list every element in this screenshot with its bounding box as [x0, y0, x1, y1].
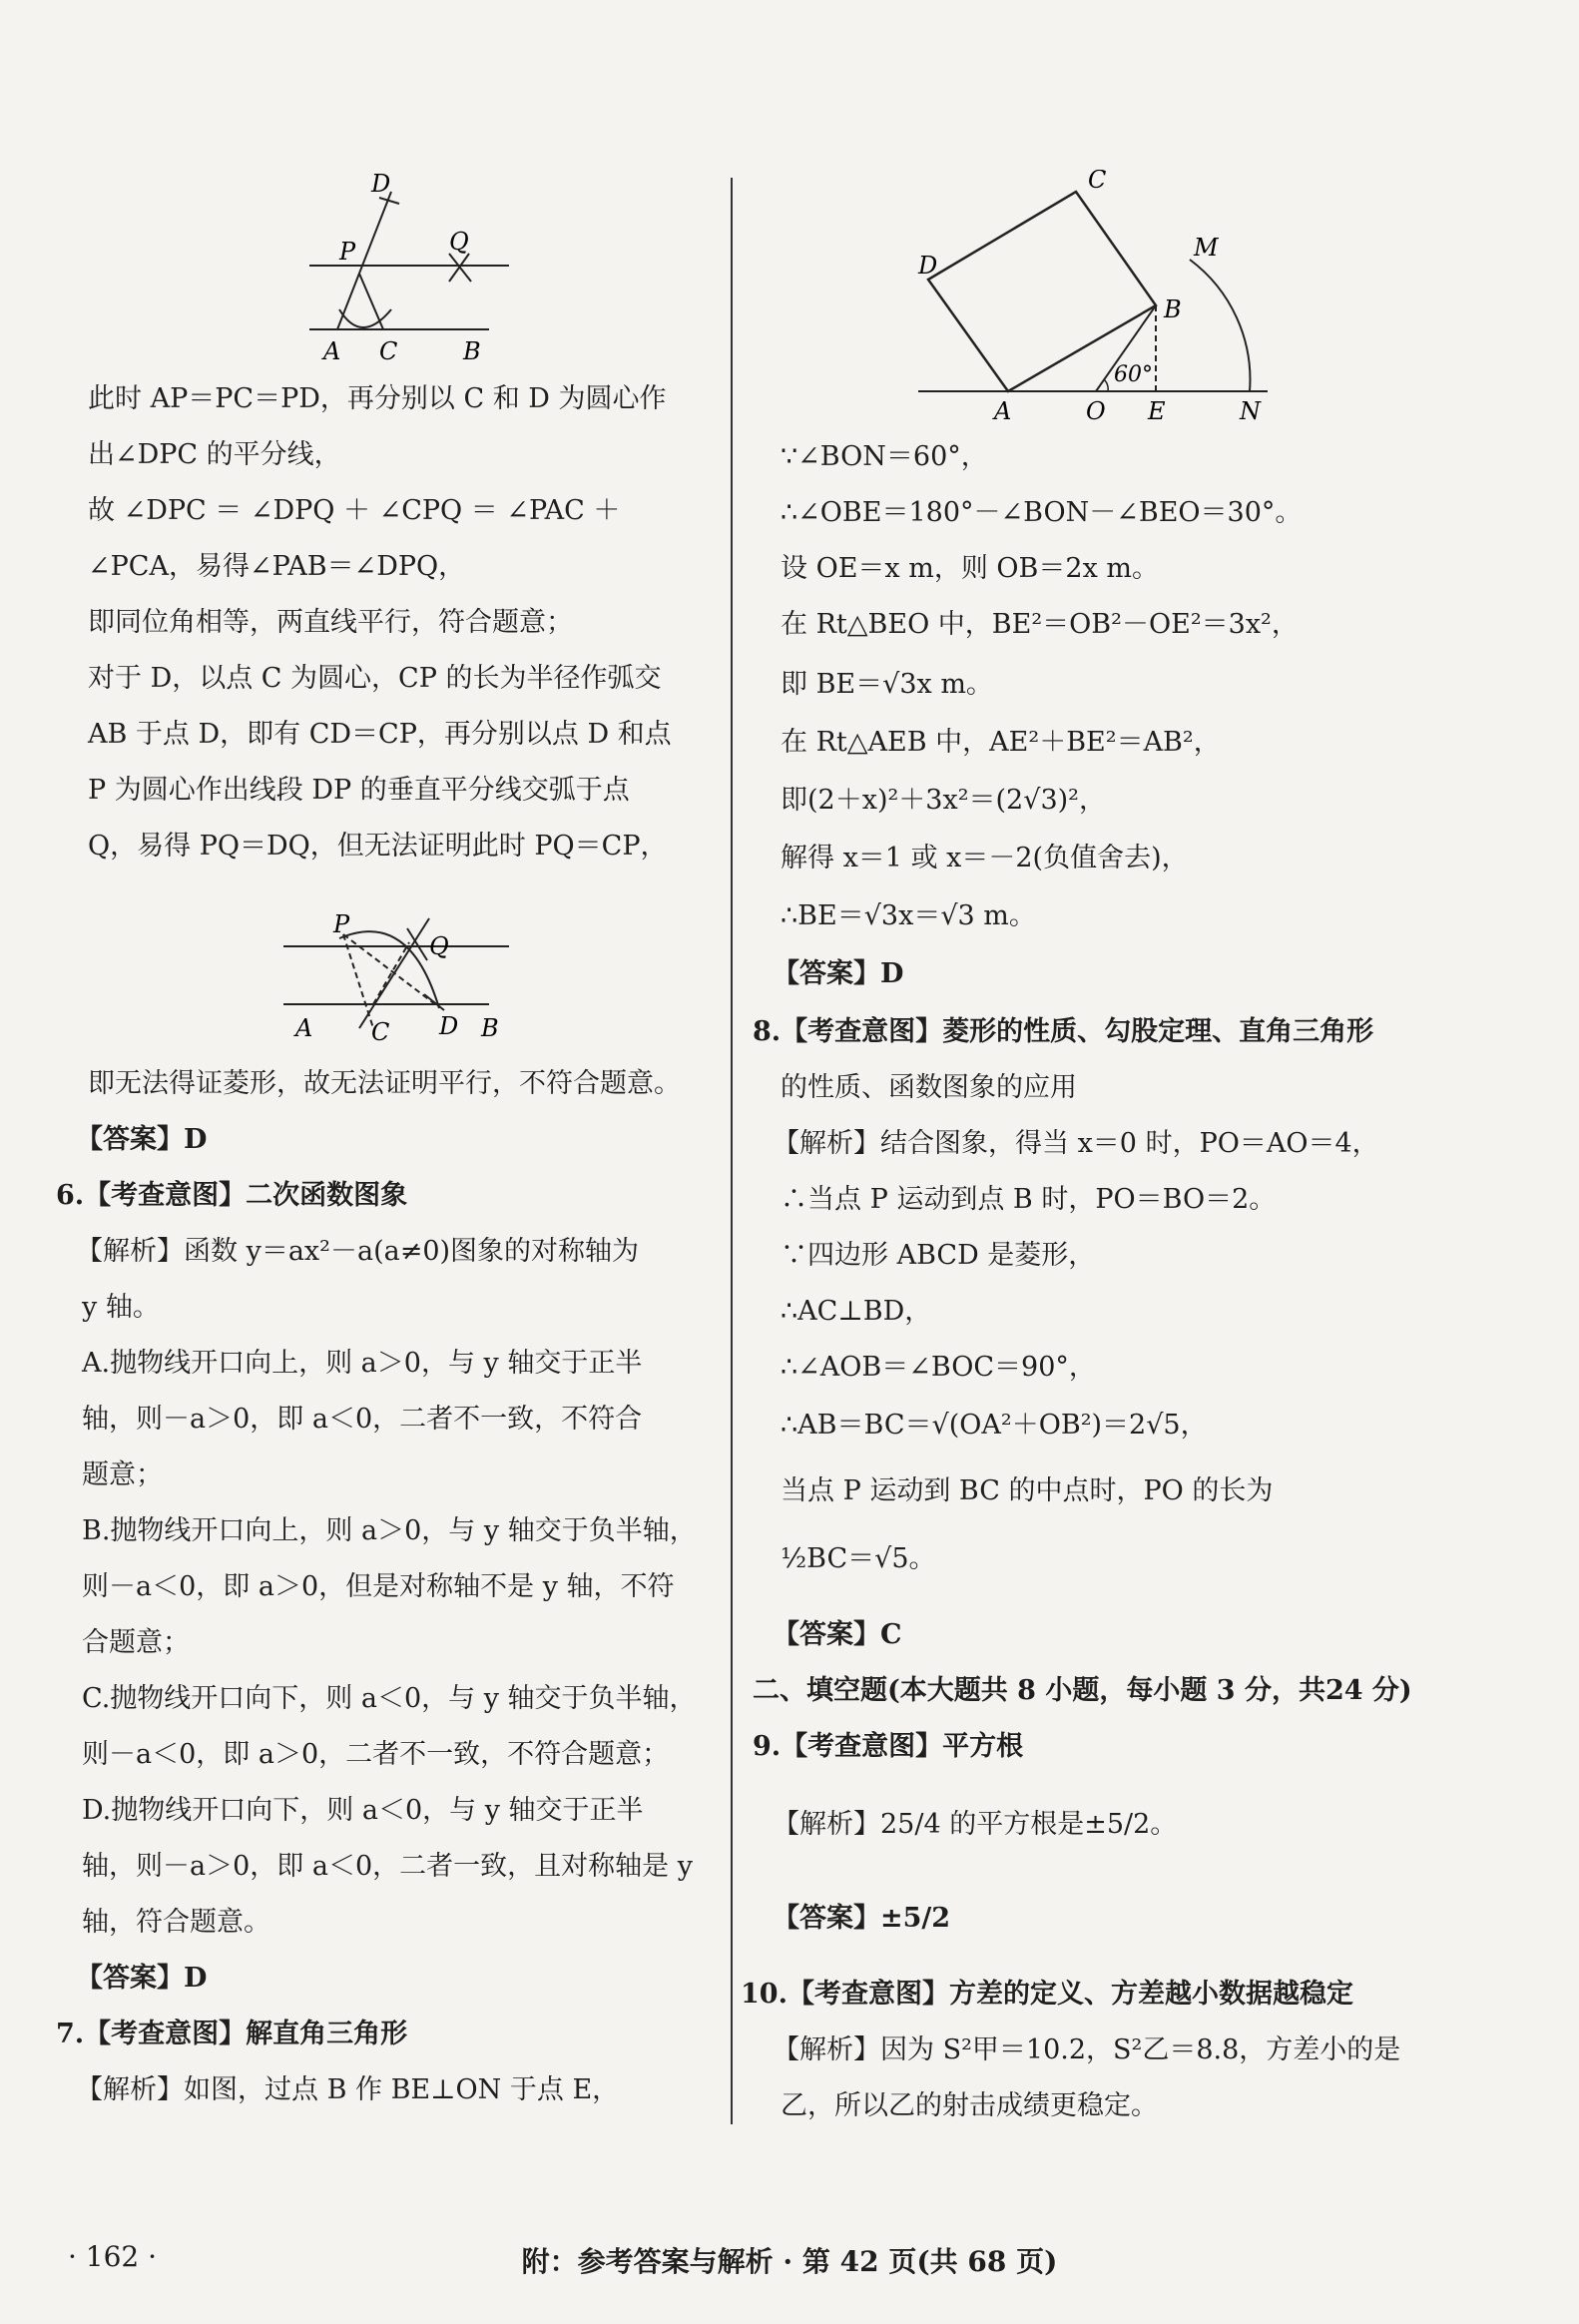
text-line: 在 Rt△BEO 中，BE²＝OB²－OE²＝3x²，	[781, 609, 1299, 640]
question-heading: 8.【考查意图】菱形的性质、勾股定理、直角三角形	[753, 1016, 1374, 1047]
column-divider	[731, 178, 733, 2124]
section-heading: 二、填空题(本大题共 8 小题，每小题 3 分，共24 分)	[753, 1675, 1412, 1706]
text-line: ∴∠AOB＝∠BOC＝90°，	[781, 1352, 1096, 1383]
text-line: ∵∠BON＝60°，	[781, 441, 988, 472]
text-line: 轴，则－a＞0，即 a＜0，二者不一致，不符合	[82, 1404, 643, 1435]
text-line: ∵四边形 ABCD 是菱形，	[781, 1240, 1096, 1271]
text-line: ∴AB＝BC＝√(OA²＋OB²)＝2√5，	[781, 1410, 1208, 1441]
text-line: 即 BE＝√3x m。	[781, 669, 993, 700]
fig3-label: O	[1086, 397, 1106, 425]
footer-title: 附：参考答案与解析 · 第 42 页(共 68 页)	[521, 2245, 1058, 2278]
figure-rectangle-arc	[898, 170, 1298, 429]
text-line: AB 于点 D，即有 CD＝CP，再分别以点 D 和点	[88, 719, 672, 750]
fig1-label: C	[379, 337, 398, 365]
fig1-label: D	[371, 170, 391, 198]
text-line: 即同位角相等，两直线平行，符合题意；	[88, 607, 573, 638]
fig3-label: 60°	[1114, 362, 1153, 387]
fig2-label: B	[481, 1014, 499, 1042]
text-line: ½BC＝√5。	[781, 1543, 936, 1574]
question-heading: 10.【考查意图】方差的定义、方差越小数据越稳定	[741, 1979, 1353, 2010]
fig3-label: A	[994, 397, 1012, 425]
text-line: ∴当点 P 运动到点 B 时，PO＝BO＝2。	[781, 1184, 1277, 1215]
text-line: 出∠DPC 的平分线，	[88, 439, 341, 470]
text-line: 轴，则－a＞0，即 a＜0，二者一致，且对称轴是 y	[82, 1851, 693, 1882]
text-line: 乙，所以乙的射击成绩更稳定。	[781, 2090, 1158, 2121]
text-line: C.抛物线开口向下，则 a＜0，与 y 轴交于负半轴，	[82, 1683, 697, 1714]
fig3-label: N	[1240, 397, 1261, 425]
text-line: A.抛物线开口向上，则 a＞0，与 y 轴交于正半	[82, 1348, 643, 1379]
question-heading: 9.【考查意图】平方根	[753, 1731, 1024, 1762]
text-line: 当点 P 运动到 BC 的中点时，PO 的长为	[781, 1475, 1274, 1506]
fig3-label: B	[1164, 295, 1182, 323]
text-line: 设 OE＝x m，则 OB＝2x m。	[781, 553, 1159, 584]
fig3-label: D	[918, 252, 938, 280]
question-heading: 6.【考查意图】二次函数图象	[56, 1180, 408, 1211]
text-line: B.抛物线开口向上，则 a＞0，与 y 轴交于负半轴，	[82, 1515, 697, 1546]
text-line: 【解析】如图，过点 B 作 BE⊥ON 于点 E，	[76, 2074, 620, 2105]
fig2-label: C	[371, 1018, 390, 1046]
answer-line: 【答案】D	[76, 1124, 208, 1155]
fig1-label: B	[463, 337, 481, 365]
text-line: 【解析】25/4 的平方根是±5/2。	[773, 1809, 1178, 1840]
text-line: ∠PCA，易得∠PAB＝∠DPQ，	[88, 551, 466, 582]
text-line: ∴AC⊥BD，	[781, 1296, 932, 1327]
text-line: 合题意；	[82, 1627, 190, 1658]
text-line: 对于 D，以点 C 为圆心，CP 的长为半径作弧交	[88, 663, 662, 694]
text-line: 的性质、函数图象的应用	[781, 1072, 1077, 1103]
text-line: 【解析】结合图象，得当 x＝0 时，PO＝AO＝4，	[773, 1128, 1379, 1159]
fig1-label: P	[339, 238, 356, 266]
answer-line: 【答案】D	[773, 958, 904, 989]
text-line: 此时 AP＝PC＝PD，再分别以 C 和 D 为圆心作	[88, 383, 667, 414]
fig2-label: Q	[429, 932, 449, 960]
text-line: 即无法得证菱形，故无法证明平行，不符合题意。	[88, 1068, 681, 1099]
answer-line: 【答案】C	[773, 1619, 902, 1650]
text-line: 故 ∠DPC ＝ ∠DPQ ＋ ∠CPQ ＝ ∠PAC ＋	[88, 495, 621, 526]
text-line: 轴，符合题意。	[82, 1907, 270, 1938]
text-line: 则－a＜0，即 a＞0，二者不一致，不符合题意；	[82, 1739, 670, 1770]
answer-line: 【答案】±5/2	[773, 1903, 951, 1934]
text-line: 即(2＋x)²＋3x²＝(2√3)²，	[781, 785, 1106, 816]
fig2-label: D	[439, 1012, 459, 1040]
text-line: 在 Rt△AEB 中，AE²＋BE²＝AB²，	[781, 727, 1221, 758]
fig3-label: E	[1148, 397, 1166, 425]
fig1-label: A	[323, 337, 341, 365]
text-line: 【解析】函数 y＝ax²－a(a≠0)图象的对称轴为	[76, 1236, 640, 1267]
figure-construction-2	[279, 898, 529, 1058]
text-line: y 轴。	[82, 1292, 160, 1323]
text-line: 【解析】因为 S²甲＝10.2，S²乙＝8.8，方差小的是	[773, 2034, 1401, 2065]
text-line: 题意；	[82, 1459, 163, 1490]
text-line: D.抛物线开口向下，则 a＜0，与 y 轴交于正半	[82, 1795, 644, 1826]
fig2-label: A	[295, 1014, 313, 1042]
answer-line: 【答案】D	[76, 1963, 208, 1994]
text-line: Q，易得 PQ＝DQ，但无法证明此时 PQ＝CP，	[88, 831, 668, 862]
figure-construction-1	[299, 170, 559, 369]
fig1-label: Q	[449, 228, 469, 256]
text-line: ∴∠OBE＝180°－∠BON－∠BEO＝30°。	[781, 497, 1303, 528]
page-number: · 162 ·	[68, 2240, 158, 2273]
fig3-label: C	[1088, 170, 1107, 194]
fig2-label: P	[333, 910, 350, 938]
text-line: 则－a＜0，即 a＞0，但是对称轴不是 y 轴，不符	[82, 1571, 675, 1602]
question-heading: 7.【考查意图】解直角三角形	[56, 2019, 408, 2049]
text-line: P 为圆心作出线段 DP 的垂直平分线交弧于点	[88, 775, 630, 806]
text-line: ∴BE＝√3x＝√3 m。	[781, 900, 1036, 931]
fig3-label: M	[1194, 234, 1219, 262]
text-line: 解得 x＝1 或 x＝－2(负值舍去)，	[781, 843, 1189, 873]
